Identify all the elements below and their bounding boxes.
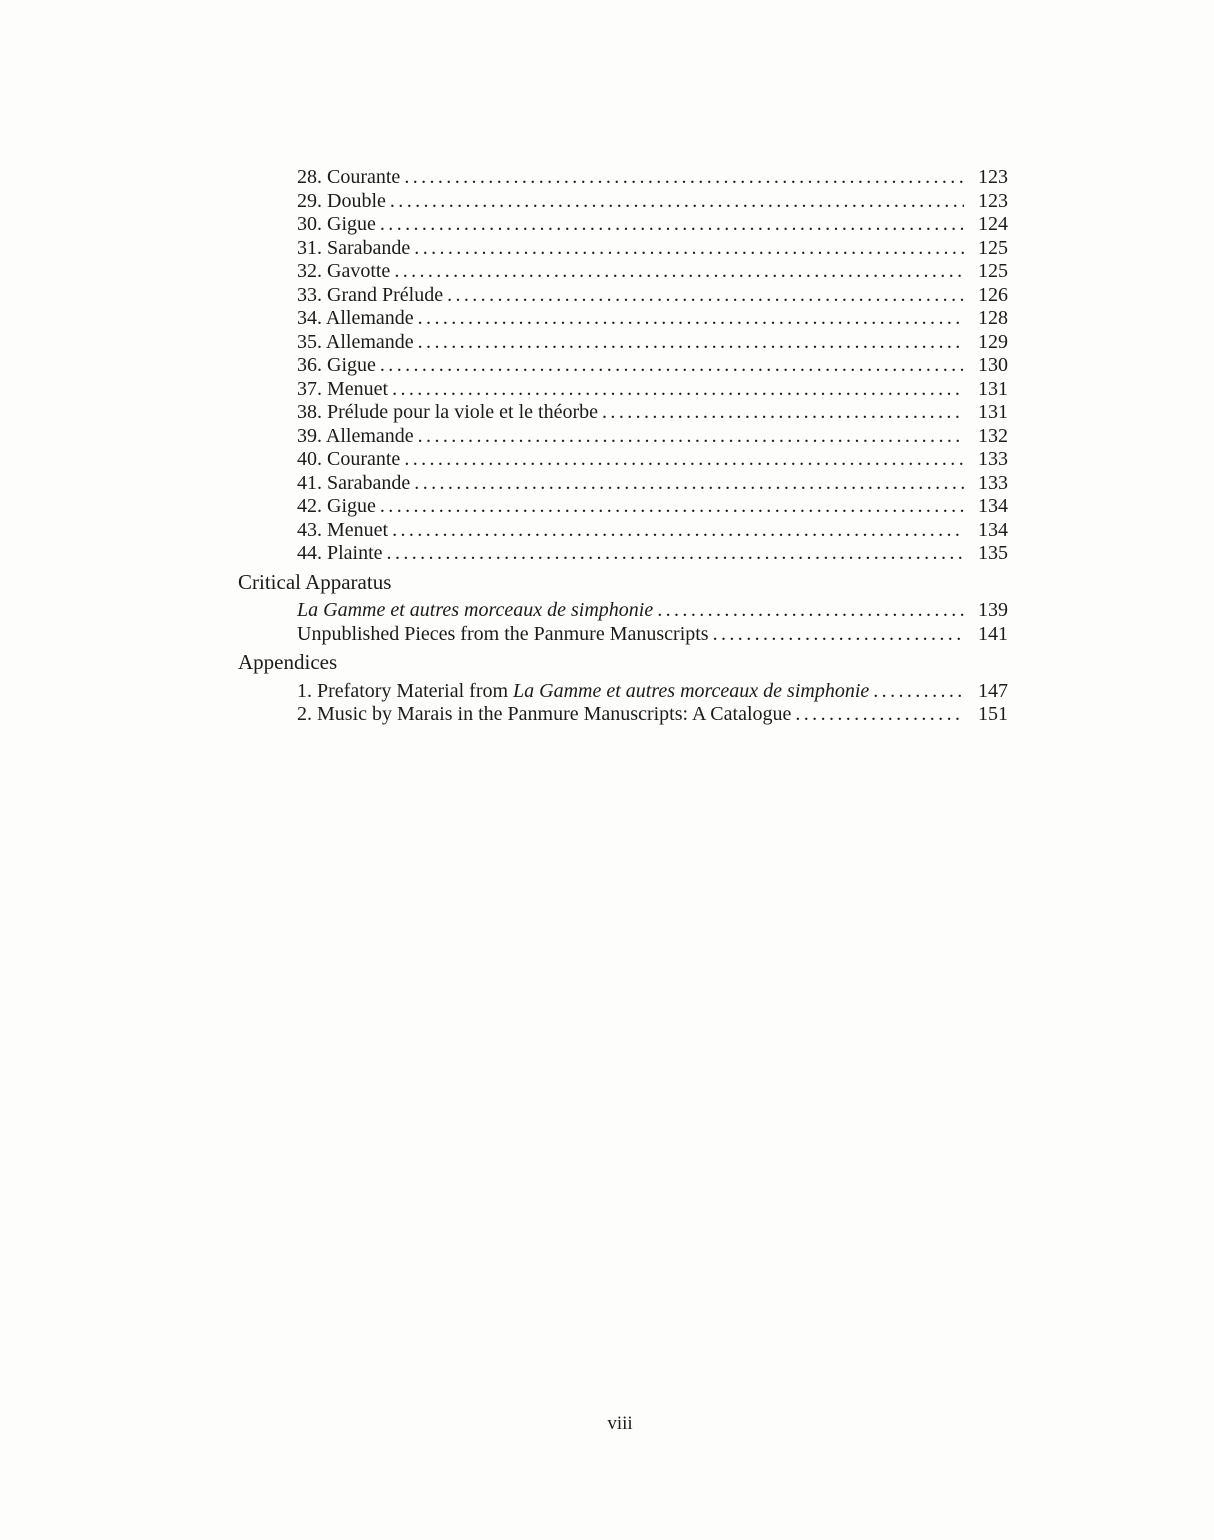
toc-section [238,651,1008,727]
toc-leader-dots [404,166,964,190]
toc-leader-dots [380,213,964,237]
toc-entry-label-part: 40. Courante [297,448,401,470]
toc-entry [297,401,1008,425]
table-of-contents [238,166,1008,727]
toc-entry [297,495,1008,519]
toc-page-number: 125 [978,236,1008,259]
toc-entry [297,472,1008,496]
toc-section [238,166,1008,566]
toc-entry [297,448,1008,472]
toc-page-number: 147 [978,679,1008,702]
toc-entry [297,213,1008,237]
toc-leader-dots [447,284,964,308]
section-heading: Appendices [238,650,338,674]
toc-entry-label-part: 41. Sarabande [297,471,411,494]
toc-entry-label [297,260,390,284]
toc-entry-label [297,703,791,727]
toc-entry-label-part: 37. Menuet [297,377,389,400]
toc-entry-label-part: 44. Plainte [297,542,383,564]
toc-entry-label-part: 39. Allemande [297,424,414,447]
toc-leader-dots [394,260,964,284]
toc-page-number: 141 [978,622,1008,645]
toc-leader-dots [418,331,964,355]
toc-entry [297,237,1008,261]
toc-entry-label [297,166,400,190]
toc-entry-label-part: 33. Grand Prélude [297,283,444,306]
toc-page-number: 129 [978,330,1008,353]
page-number: viii [607,1413,633,1434]
toc-entry [297,378,1008,402]
toc-leader-dots [713,623,964,647]
toc-entry-label [297,354,376,378]
toc-page-number: 135 [978,542,1008,564]
toc-page-number: 123 [978,166,1008,188]
toc-entry-label [297,495,376,519]
toc-entry [297,331,1008,355]
toc-leader-dots [392,378,964,402]
toc-page-number: 133 [978,471,1008,494]
toc-entry-label [297,599,653,623]
toc-leader-dots [414,237,964,261]
toc-entry [297,519,1008,543]
toc-entry-label-part: 38. Prélude pour la viole et le théorbe [297,401,599,423]
toc-entry [297,599,1008,623]
toc-page-number: 134 [978,495,1008,517]
toc-entry [297,307,1008,331]
toc-page-number: 151 [978,703,1008,725]
toc-entry [297,425,1008,449]
toc-entry-label-part: 30. Gigue [297,213,376,235]
toc-page-number: 130 [978,354,1008,376]
toc-entry [297,166,1008,190]
toc-leader-dots [387,542,964,566]
toc-leader-dots [795,703,964,727]
toc-entry-label-part: Unpublished Pieces from the Panmure Manuscripts [297,622,709,645]
toc-page-number: 132 [978,424,1008,447]
toc-entry-label [297,237,410,261]
toc-leader-dots [873,680,964,704]
toc-entry-label-italic-part: La Gamme et autres morceaux de simphonie [513,679,870,702]
toc-entry [297,703,1008,727]
toc-entry-label-part: 35. Allemande [297,330,414,353]
section-entries [297,166,1008,566]
toc-leader-dots [392,519,964,543]
toc-page-number: 139 [978,599,1008,621]
toc-entry-label [297,425,414,449]
toc-entry [297,190,1008,214]
toc-section [238,571,1008,647]
page-footer [26,1412,1214,1435]
toc-page-number: 123 [978,189,1008,212]
toc-leader-dots [657,599,964,623]
toc-entry [297,284,1008,308]
toc-page-number: 126 [978,283,1008,306]
toc-entry-label-part: 34. Allemande [297,307,414,329]
toc-entry-label [297,284,443,308]
toc-entry-label [297,378,388,402]
toc-entry-label [297,680,869,704]
toc-page-number: 124 [978,213,1008,235]
toc-page-number: 125 [978,260,1008,282]
toc-leader-dots [380,495,964,519]
toc-entry-label-part: 43. Menuet [297,518,389,541]
section-entries [297,680,1008,727]
toc-entry-label [297,307,414,331]
section-entries [297,599,1008,646]
toc-entry [297,680,1008,704]
toc-entry [297,260,1008,284]
toc-entry-label [297,331,414,355]
toc-entry-label-part: 28. Courante [297,166,401,188]
toc-entry-label-part: 2. Music by Marais in the Panmure Manuscripts: A Catalogue [297,703,792,725]
toc-entry-label [297,401,598,425]
toc-leader-dots [380,354,964,378]
section-heading: Critical Apparatus [238,569,392,594]
toc-entry-label-part: 32. Gavotte [297,260,391,282]
toc-page-number: 133 [978,448,1008,470]
toc-leader-dots [602,401,964,425]
toc-entry-label-part: 31. Sarabande [297,236,411,259]
toc-entry-label [297,448,400,472]
toc-entry-label [297,213,376,237]
toc-entry [297,542,1008,566]
toc-page-number: 128 [978,307,1008,329]
toc-page-number: 134 [978,518,1008,541]
toc-page-number: 131 [978,377,1008,400]
toc-leader-dots [404,448,964,472]
toc-entry-label-part: 29. Double [297,189,386,212]
toc-entry [297,354,1008,378]
toc-entry-label-part: 36. Gigue [297,354,376,376]
toc-page-number: 131 [978,401,1008,423]
toc-entry [297,623,1008,647]
toc-entry-label [297,519,388,543]
toc-leader-dots [418,307,964,331]
toc-entry-label [297,472,410,496]
toc-leader-dots [390,190,964,214]
toc-entry-label [297,623,709,647]
toc-entry-label-part: 42. Gigue [297,495,376,517]
toc-leader-dots [414,472,964,496]
toc-entry-label [297,190,386,214]
toc-entry-label-part: 1. Prefatory Material from [297,679,514,702]
toc-entry-label-italic-part: La Gamme et autres morceaux de simphonie [297,599,654,621]
toc-leader-dots [418,425,964,449]
toc-entry-label [297,542,383,566]
